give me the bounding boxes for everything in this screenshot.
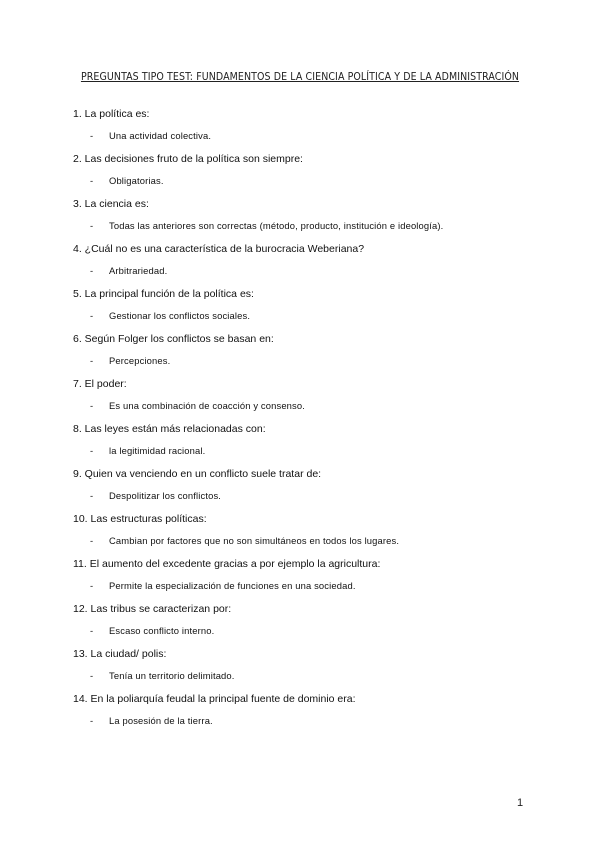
bullet-dash: - bbox=[90, 265, 94, 276]
answer-text: Todas las anteriores son correctas (método, producto, institución e ideología). bbox=[109, 220, 444, 231]
answer-item bbox=[73, 625, 543, 637]
question-text: 1. La política es: bbox=[73, 108, 150, 120]
bullet-dash: - bbox=[90, 175, 94, 186]
bullet-dash: - bbox=[90, 445, 94, 456]
answer-text: Gestionar los conflictos sociales. bbox=[109, 310, 251, 321]
answer-item bbox=[73, 265, 543, 277]
answer-item bbox=[73, 310, 543, 322]
question-text: 3. La ciencia es: bbox=[73, 198, 149, 210]
question-text: 2. Las decisiones fruto de la política son siempre: bbox=[73, 153, 303, 165]
answer-item bbox=[73, 715, 543, 727]
answer-text: Permite la especialización de funciones en una sociedad. bbox=[109, 580, 356, 591]
answer-item bbox=[73, 445, 543, 457]
question-text: 9. Quien va venciendo en un conflicto suele tratar de: bbox=[73, 468, 322, 480]
answer-item bbox=[73, 130, 543, 142]
bullet-dash: - bbox=[90, 310, 94, 321]
answer-text: la legitimidad racional. bbox=[109, 445, 206, 456]
bullet-dash: - bbox=[90, 670, 94, 681]
bullet-dash: - bbox=[90, 490, 94, 501]
answer-item bbox=[73, 220, 543, 232]
answer-text: Tenía un territorio delimitado. bbox=[109, 670, 235, 681]
bullet-dash: - bbox=[90, 535, 94, 546]
page-title: PREGUNTAS TIPO TEST: FUNDAMENTOS DE LA CIENCIA POLÍTICA Y DE LA ADMINISTRACIÓN bbox=[80, 71, 520, 83]
answer-text: Despolitizar los conflictos. bbox=[109, 490, 222, 501]
question-text: 6. Según Folger los conflictos se basan en: bbox=[73, 333, 274, 345]
answer-item bbox=[73, 580, 543, 592]
bullet-dash: - bbox=[90, 130, 94, 141]
question-text: 11. El aumento del excedente gracias a por ejemplo la agricultura: bbox=[73, 558, 381, 570]
answer-item bbox=[73, 535, 543, 547]
question-list bbox=[73, 107, 543, 737]
question-text: 13. La ciudad/ polis: bbox=[73, 648, 167, 660]
bullet-dash: - bbox=[90, 400, 94, 411]
answer-text: Una actividad colectiva. bbox=[109, 130, 212, 141]
page-number: 1 bbox=[517, 797, 524, 809]
bullet-dash: - bbox=[90, 625, 94, 636]
question-text: 10. Las estructuras políticas: bbox=[73, 513, 207, 525]
bullet-dash: - bbox=[90, 580, 94, 591]
answer-item bbox=[73, 175, 543, 187]
bullet-dash: - bbox=[90, 355, 94, 366]
answer-text: Escaso conflicto interno. bbox=[109, 625, 215, 636]
answer-item bbox=[73, 355, 543, 367]
question-text: 14. En la poliarquía feudal la principal fuente de dominio era: bbox=[73, 693, 356, 705]
answer-text: Es una combinación de coacción y consenso. bbox=[109, 400, 305, 411]
question-text: 4. ¿Cuál no es una característica de la burocracia Weberiana? bbox=[73, 243, 365, 255]
answer-text: Obligatorias. bbox=[109, 175, 164, 186]
question-text: 7. El poder: bbox=[73, 378, 127, 390]
answer-item bbox=[73, 400, 543, 412]
answer-text: Cambian por factores que no son simultáneos en todos los lugares. bbox=[109, 535, 400, 546]
question-text: 12. Las tribus se caracterizan por: bbox=[73, 603, 232, 615]
answer-text: Arbitrariedad. bbox=[109, 265, 168, 276]
question-text: 5. La principal función de la política es: bbox=[73, 288, 254, 300]
answer-text: Percepciones. bbox=[109, 355, 171, 366]
answer-item bbox=[73, 490, 543, 502]
answer-text: La posesión de la tierra. bbox=[109, 715, 213, 726]
question-text: 8. Las leyes están más relacionadas con: bbox=[73, 423, 266, 435]
bullet-dash: - bbox=[90, 220, 94, 231]
answer-item bbox=[73, 670, 543, 682]
bullet-dash: - bbox=[90, 715, 94, 726]
